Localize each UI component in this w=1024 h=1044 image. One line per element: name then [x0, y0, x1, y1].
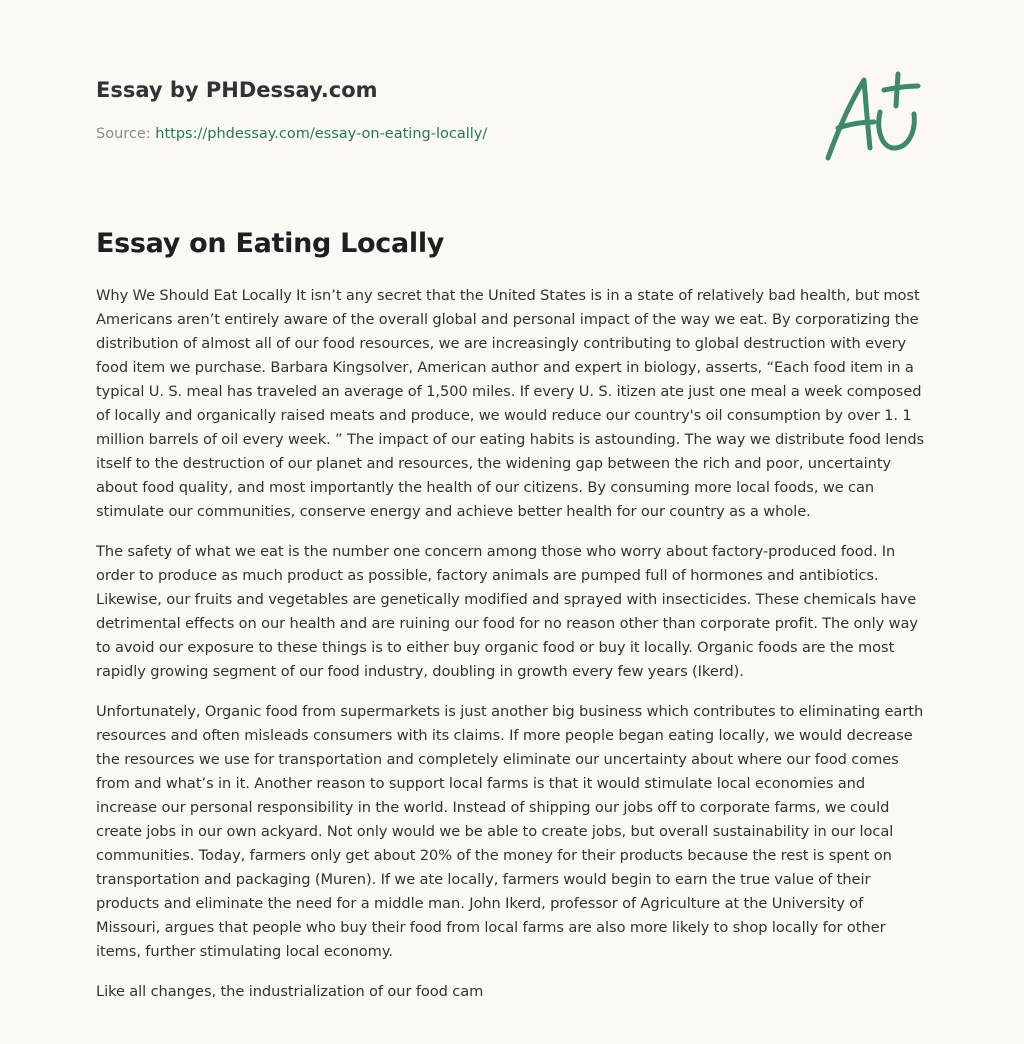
- source-line: [96, 124, 796, 144]
- source-label: Source:: [96, 126, 156, 142]
- article-body: [96, 284, 930, 1020]
- a-plus-logo-icon: [822, 66, 930, 166]
- site-title: Essay by PHDessay.com: [96, 78, 378, 102]
- source-link[interactable]: https://phdessay.com/essay-on-eating-locally/: [155, 126, 488, 142]
- article-title: Essay on Eating Locally: [96, 228, 445, 259]
- paragraph-2: The safety of what we eat is the number one concern among those who worry about factory-produced food. In order to produce as much product as possible, factory animals are pumped full of hormones and antibiotics. Likewise, our fruits and vegetables are genetically modified and sprayed with insecticides. These chemicals have detrimental effects on our health and are ruining our food for no reason other than corporate profit. The only way to avoid our exposure to these things is to either buy organic food or buy it locally. Organic foods are the most rapidly growing segment of our food industry, doubling in growth every few years (Ikerd).: [96, 543, 918, 680]
- paragraph-4: Like all changes, the industrialization of our food cam: [96, 983, 484, 1000]
- paragraph-1: Why We Should Eat Locally It isn’t any secret that the United States is in a state of relatively bad health, but most Americans aren’t entirely aware of the overall global and personal impact of the way we eat. By corporatizing the distribution of almost all of our food resources, we are increasingly contributing to global destruction with every food item we purchase. Barbara Kingsolver, American author and expert in biology, asserts, “Each food item in a typical U. S. meal has traveled an average of 1,500 miles. If every U. S. itizen ate just one meal a week composed of locally and organically raised meats and produce, we would reduce our country's oil consumption by over 1. 1 million barrels of oil every week. ” The impact of our eating habits is astounding. The way we distribute food lends itself to the destruction of our planet and resources, the widening gap between the rich and poor, uncertainty about food quality, and most importantly the health of our citizens. By consuming more local foods, we can stimulate our communities, conserve energy and achieve better health for our country as a whole.: [96, 287, 925, 520]
- document-header: [96, 72, 796, 144]
- paragraph-3: Unfortunately, Organic food from supermarkets is just another big business which contributes to eliminating earth resources and often misleads consumers with its claims. If more people began eating locally, we would decrease the resources we use for transportation and completely eliminate our uncertainty about where our food comes from and what’s in it. Another reason to support local farms is that it would stimulate local economies and increase our personal responsibility in the world. Instead of shipping our jobs off to corporate farms, we could create jobs in our own ackyard. Not only would we be able to create jobs, but overall sustainability in our local communities. Today, farmers only get about 20% of the money for their products because the rest is spent on transportation and packaging (Muren). If we ate locally, farmers would begin to earn the true value of their products and eliminate the need for a middle man. John Ikerd, professor of Agriculture at the University of Missouri, argues that people who buy their food from local farms are also more likely to shop locally for other items, further stimulating local economy.: [96, 703, 924, 960]
